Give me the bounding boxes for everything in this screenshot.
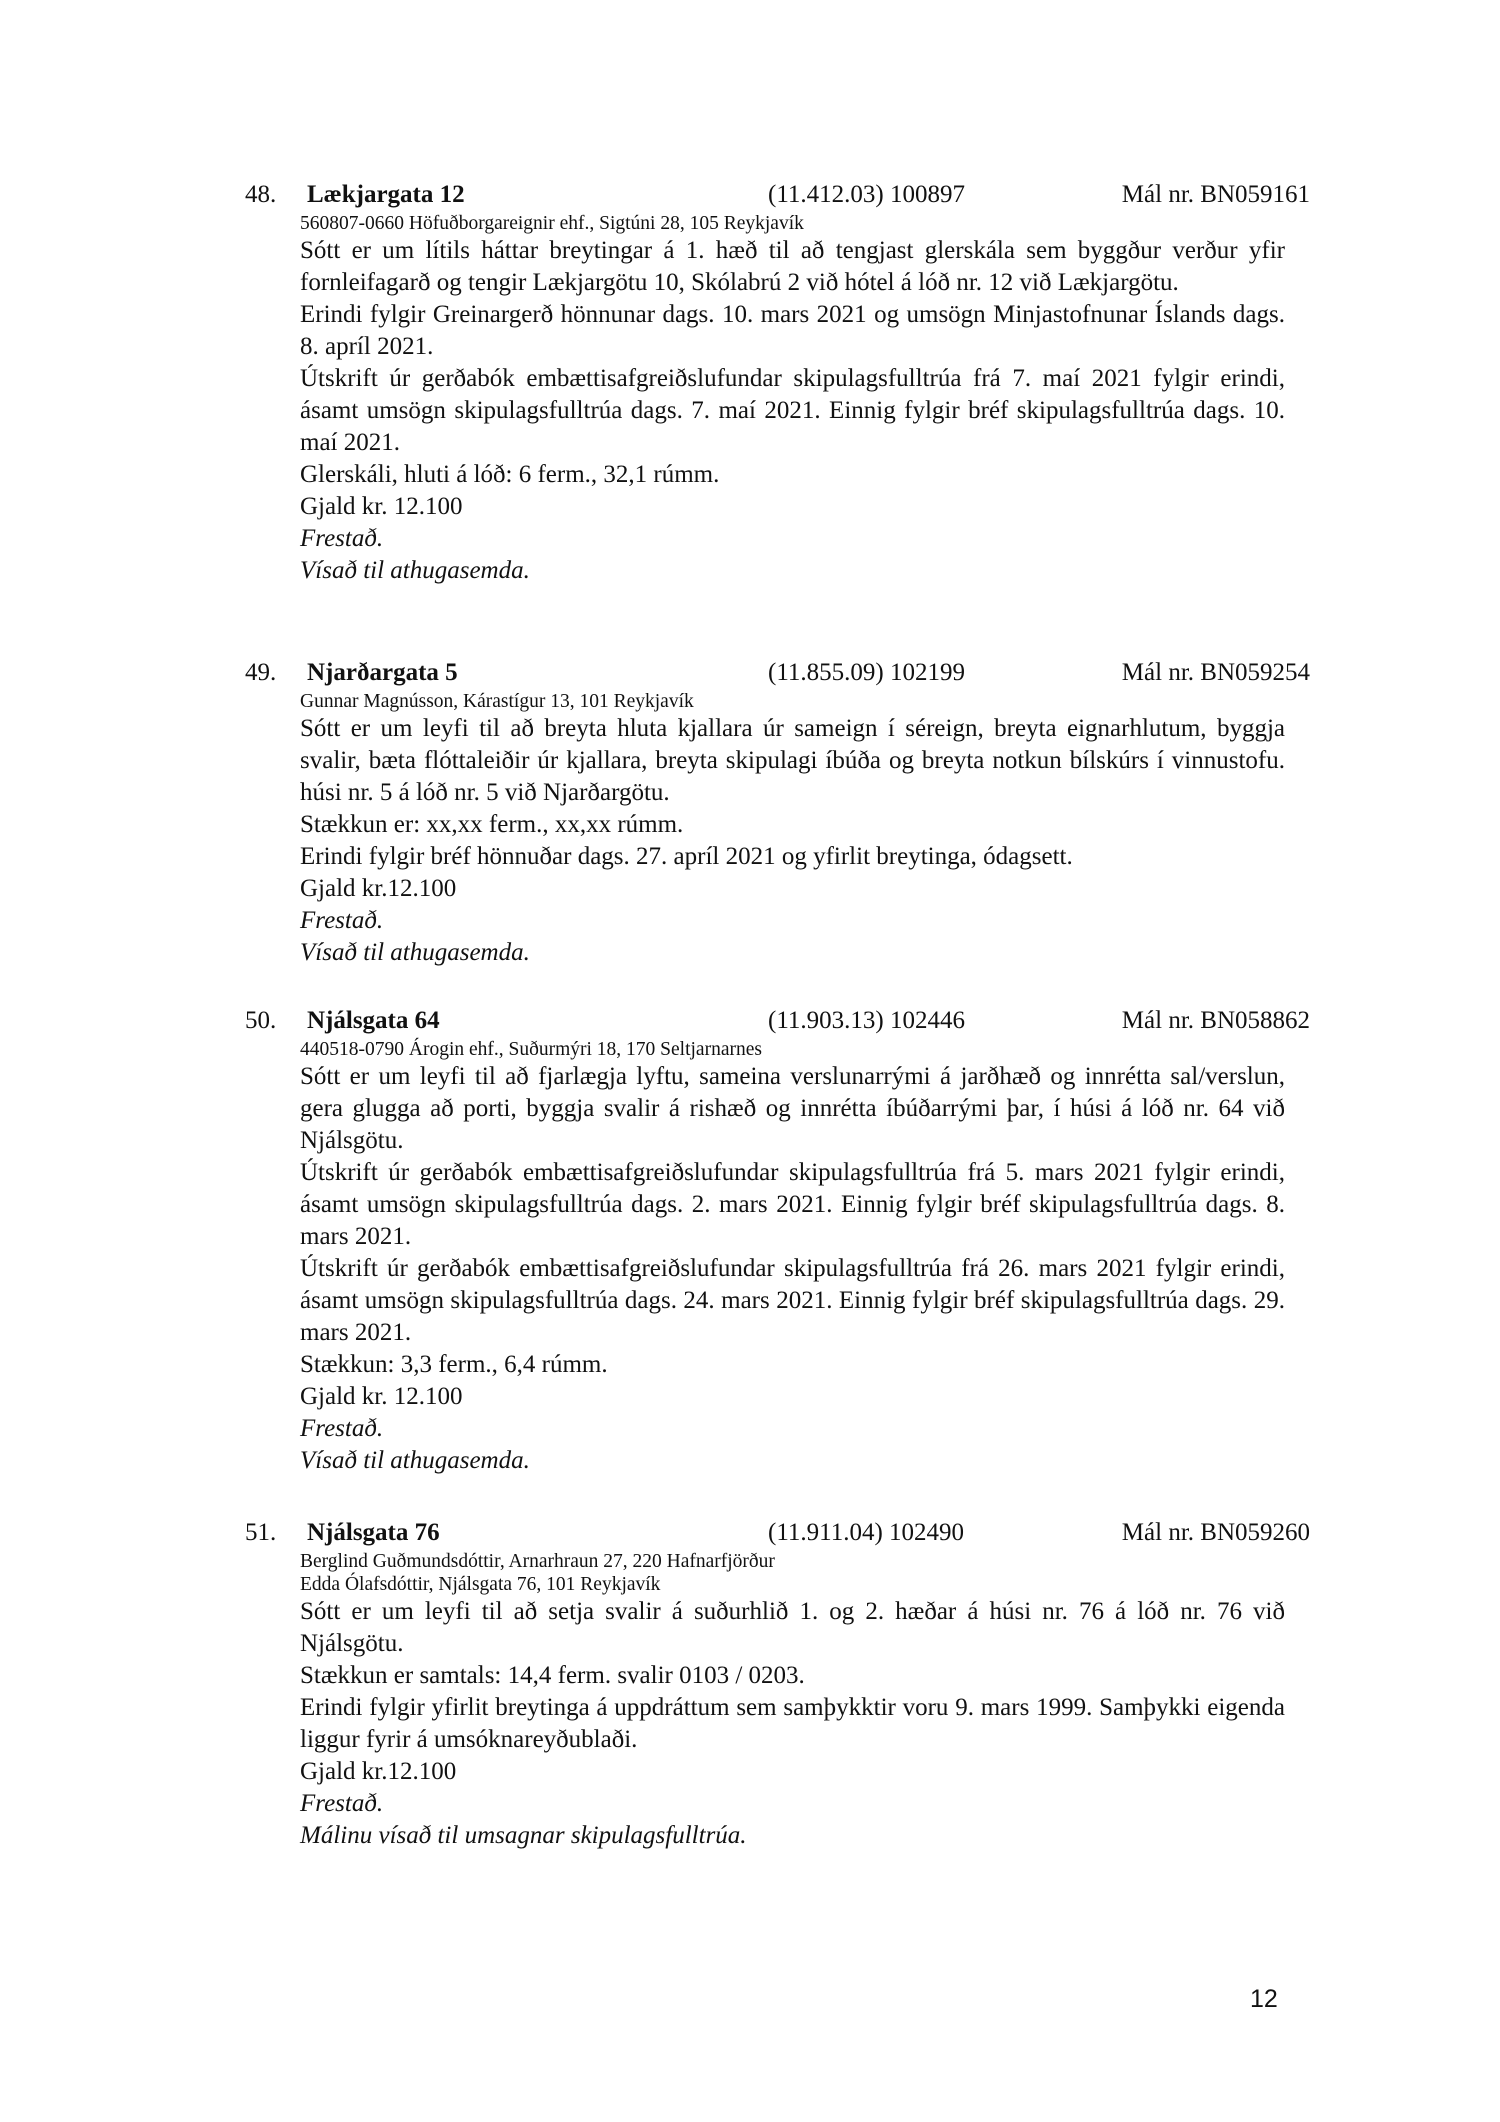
entry-reference: (11.855.09) 102199 [768, 659, 965, 686]
entry-paragraph: Útskrift úr gerðabók embættisafgreiðslufundar skipulagsfulltrúa frá 5. mars 2021 fylgir erindi, ásamt umsögn skipulagsfulltrúa dags. 2. mars 2021. Einnig fylgir bréf skipulagsfulltrúa dags. 8. mars 2021. [300, 1159, 1285, 1250]
entry-number: 49. [245, 659, 277, 686]
entry-paragraph: Glerskáli, hluti á lóð: 6 ferm., 32,1 rúmm. [300, 461, 720, 488]
entry-header [245, 656, 1310, 690]
entry-paragraph: Stækkun: 3,3 ferm., 6,4 rúmm. [300, 1351, 608, 1378]
entry-reference: (11.911.04) 102490 [768, 1519, 965, 1546]
entry-fee: Gjald kr.12.100 [300, 1758, 457, 1785]
entry-body [300, 690, 1285, 969]
entry-reference: (11.903.13) 102446 [768, 1007, 965, 1034]
entry-paragraph: Stækkun er samtals: 14,4 ferm. svalir 0103 / 0203. [300, 1662, 805, 1689]
entry-applicant: 440518-0790 Árogin ehf., Suðurmýri 18, 170 Seltjarnarnes [300, 1039, 762, 1060]
entry-applicant: 560807-0660 Höfuðborgareignir ehf., Sigtúni 28, 105 Reykjavík [300, 213, 804, 234]
entry-paragraph: Stækkun er: xx,xx ferm., xx,xx rúmm. [300, 811, 684, 838]
entry-fee: Gjald kr. 12.100 [300, 1383, 463, 1410]
entry-case-number: Mál nr. BN059161 [1121, 181, 1310, 208]
entry-case-number: Mál nr. BN059260 [1121, 1519, 1310, 1546]
entry-header [245, 1004, 1310, 1038]
entry-title: Njálsgata 76 [307, 1519, 440, 1546]
entry-fee: Gjald kr. 12.100 [300, 493, 463, 520]
entry-paragraph: Sótt er um leyfi til að breyta hluta kjallara úr sameign í séreign, breyta eignarhlutum, byggja svalir, bæta flóttaleiðir úr kjallara, breyta skipulagi íbúða og breyta notkun bílskúrs í vinnustofu. húsi nr. 5 á lóð nr. 5 við Njarðargötu. [300, 715, 1285, 806]
entry-number: 50. [245, 1007, 277, 1034]
entry-applicant: Gunnar Magnússon, Kárastígur 13, 101 Reykjavík [300, 691, 694, 712]
entry-number: 48. [245, 181, 277, 208]
entry-decision: Frestað. [300, 1790, 384, 1817]
entry-paragraph: Erindi fylgir yfirlit breytinga á uppdráttum sem samþykktir voru 9. mars 1999. Samþykki eigenda liggur fyrir á umsóknareyðublaði. [300, 1694, 1285, 1753]
entry-decision: Vísað til athugasemda. [300, 939, 530, 966]
entry-applicant: Edda Ólafsdóttir, Njálsgata 76, 101 Reykjavík [300, 1574, 661, 1595]
entry-paragraph: Sótt er um lítils háttar breytingar á 1. hæð til að tengjast glerskála sem byggður verður yfir fornleifagarð og tengir Lækjargötu 10, Skólabrú 2 við hótel á lóð nr. 12 við Lækjargötu. [300, 237, 1285, 296]
entry-title: Njálsgata 64 [307, 1007, 440, 1034]
entry-case-number: Mál nr. BN058862 [1121, 1007, 1310, 1034]
entry-paragraph: Erindi fylgir Greinargerð hönnunar dags. 10. mars 2021 og umsögn Minjastofnunar Íslands dags. 8. apríl 2021. [300, 301, 1285, 360]
entry-body [300, 212, 1285, 587]
entry-48 [245, 178, 1310, 587]
entry-paragraph: Útskrift úr gerðabók embættisafgreiðslufundar skipulagsfulltrúa frá 26. mars 2021 fylgir erindi, ásamt umsögn skipulagsfulltrúa dags. 24. mars 2021. Einnig fylgir bréf skipulagsfulltrúa dags. 29. mars 2021. [300, 1255, 1285, 1346]
entry-paragraph: Sótt er um leyfi til að fjarlægja lyftu, sameina verslunarrými á jarðhæð og innrétta sal/verslun, gera glugga að porti, byggja svalir á rishæð og innrétta íbúðarrými þar, í húsi á lóð nr. 64 við Njálsgötu. [300, 1063, 1285, 1154]
entry-header [245, 178, 1310, 212]
entry-body [300, 1038, 1285, 1477]
entry-title: Lækjargata 12 [307, 181, 465, 208]
entry-case-number: Mál nr. BN059254 [1121, 659, 1310, 686]
entry-title: Njarðargata 5 [307, 659, 458, 686]
entry-decision: Frestað. [300, 1415, 384, 1442]
entry-body [300, 1550, 1285, 1852]
entry-paragraph: Útskrift úr gerðabók embættisafgreiðslufundar skipulagsfulltrúa frá 7. maí 2021 fylgir erindi, ásamt umsögn skipulagsfulltrúa dags. 7. maí 2021. Einnig fylgir bréf skipulagsfulltrúa dags. 10. maí 2021. [300, 365, 1285, 456]
entry-49 [245, 656, 1310, 969]
entry-fee: Gjald kr.12.100 [300, 875, 457, 902]
entry-decision: Frestað. [300, 525, 384, 552]
entry-decision: Frestað. [300, 907, 384, 934]
entry-header [245, 1516, 1310, 1550]
entry-decision: Vísað til athugasemda. [300, 557, 530, 584]
entry-number: 51. [245, 1519, 277, 1546]
entry-paragraph: Sótt er um leyfi til að setja svalir á suðurhlið 1. og 2. hæðar á húsi nr. 76 á lóð nr. 76 við Njálsgötu. [300, 1598, 1285, 1657]
entry-paragraph: Erindi fylgir bréf hönnuðar dags. 27. apríl 2021 og yfirlit breytinga, ódagsett. [300, 843, 1073, 870]
page-number: 12 [1250, 1985, 1278, 2013]
entry-51 [245, 1516, 1310, 1852]
entry-reference: (11.412.03) 100897 [768, 181, 965, 208]
entry-decision: Málinu vísað til umsagnar skipulagsfulltrúa. [300, 1822, 747, 1849]
entry-decision: Vísað til athugasemda. [300, 1447, 530, 1474]
entry-applicant: Berglind Guðmundsdóttir, Arnarhraun 27, 220 Hafnarfjörður [300, 1551, 775, 1572]
entry-50 [245, 1004, 1310, 1477]
